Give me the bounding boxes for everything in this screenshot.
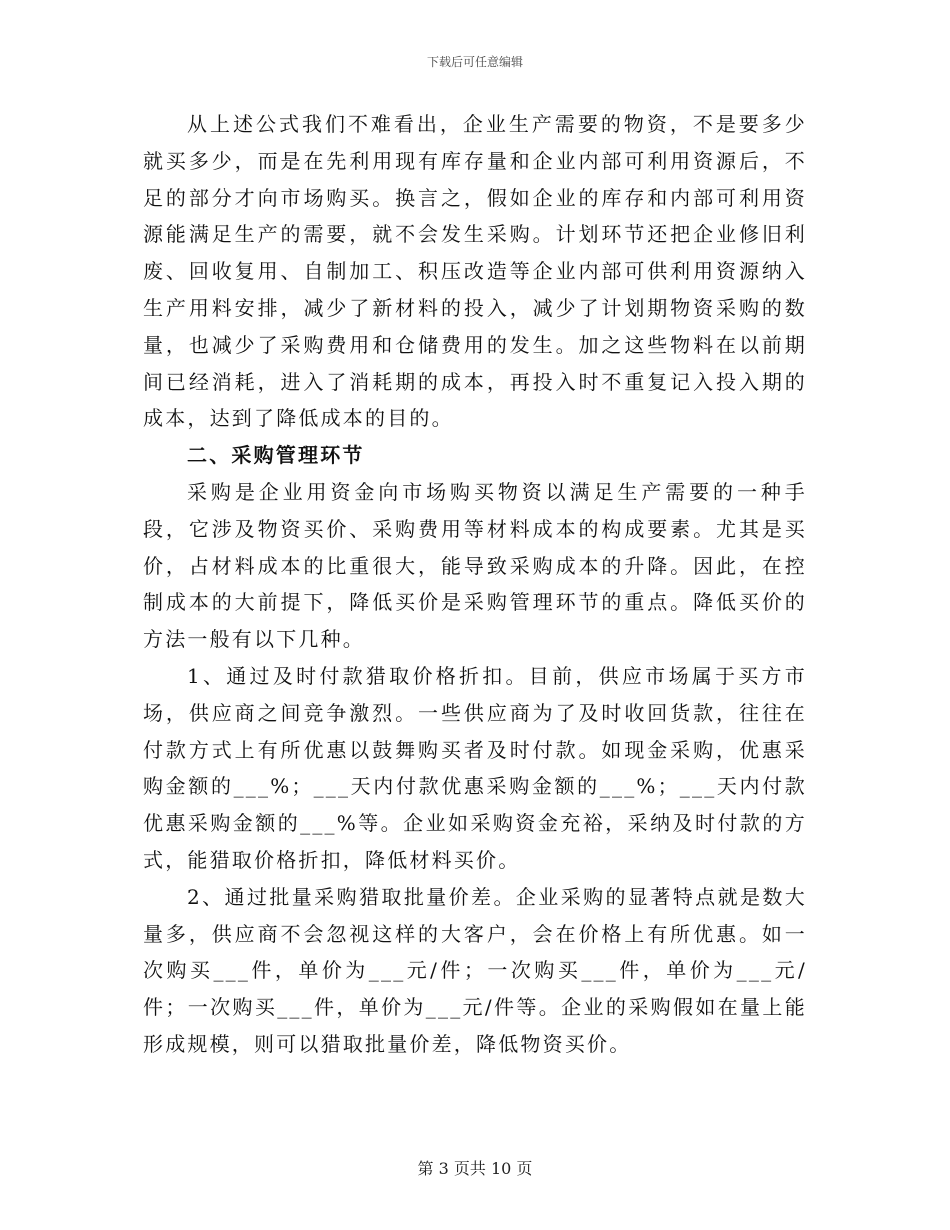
page-header: 下载后可任意编辑 xyxy=(426,55,523,69)
paragraph-bulk-purchase: 2、通过批量采购猎取批量价差。企业采购的显著特点就是数大量多，供应商不会忽视这样的大客户，会在价格上有所优惠。如一次购买___件，单价为___元/件；一次购买___件，单价为___元/件；一次购买___件，单价为___元/件等。企业的采购假如在量上能形成规模，则可以猎取批量价差，降低物资买价。 xyxy=(143,884,807,1056)
paragraph-formula-conclusion: 从上述公式我们不难看出，企业生产需要的物资，不是要多少就买多少，而是在先利用现有库存量和企业内部可利用资源后，不足的部分才向市场购买。换言之，假如企业的库存和内部可利用资源能满足生产的需要，就不会发生采购。计划环节还把企业修旧利废、回收复用、自制加工、积压改造等企业内部可供利用资源纳入生产用料安排，减少了新材料的投入，减少了计划期物资采购的数量，也减少了采购费用和仓储费用的发生。加之这些物料在以前期间已经消耗，进入了消耗期的成本，再投入时不重复记入投入期的成本，达到了降低成本的目的。 xyxy=(143,112,807,431)
paragraph-timely-payment: 1、通过及时付款猎取价格折扣。目前，供应市场属于买方市场，供应商之间竞争激烈。一些供应商为了及时收回货款，往往在付款方式上有所优惠以鼓舞购买者及时付款。如现金采购，优惠采购金额的___%；___天内付款优惠采购金额的___%；___天内付款优惠采购金额的___%等。企业如采购资金充裕，采纳及时付款的方式，能猎取价格折扣，降低材料买价。 xyxy=(143,663,807,872)
paragraph-procurement-intro: 采购是企业用资金向市场购买物资以满足生产需要的一种手段，它涉及物资买价、采购费用等材料成本的构成要素。尤其是买价，占材料成本的比重很大，能导致采购成本的升降。因此，在控制成本的大前提下，降低买价是采购管理环节的重点。降低买价的方法一般有以下几种。 xyxy=(143,479,807,652)
page-footer: 第 3 页共 10 页 xyxy=(417,1159,533,1178)
section-heading-procurement: 二、采购管理环节 xyxy=(187,443,365,468)
document-body xyxy=(143,106,807,1063)
